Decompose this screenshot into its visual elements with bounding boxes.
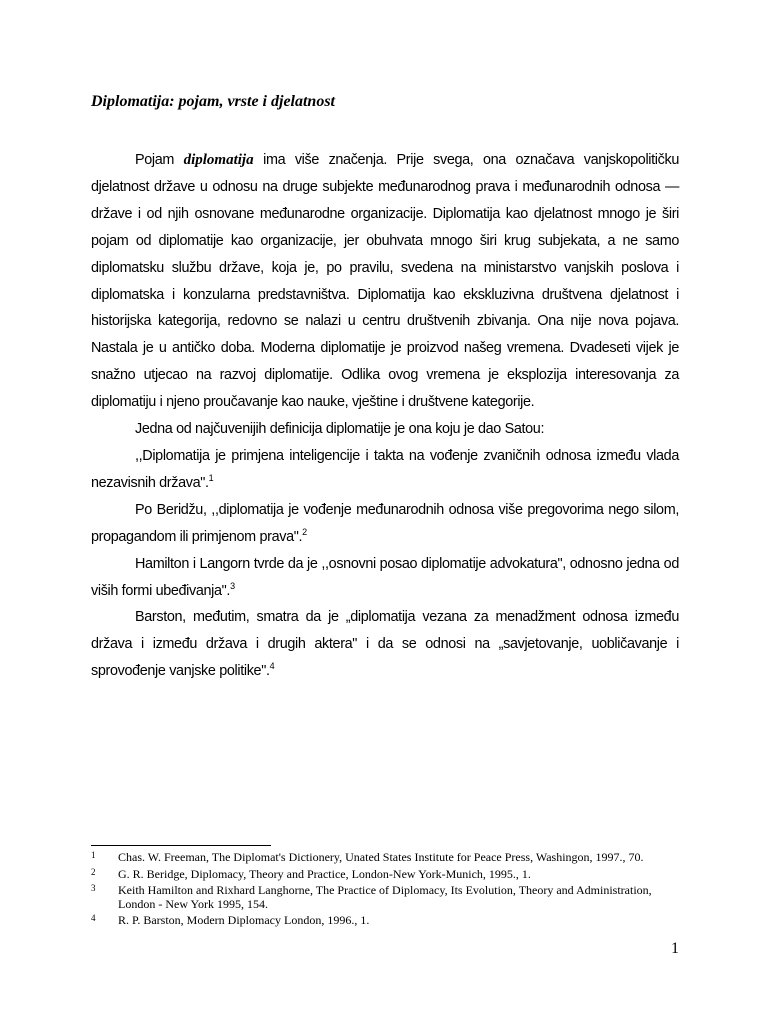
body-text xyxy=(91,147,679,685)
paragraph-quote-satou xyxy=(91,443,679,497)
footnote-ref: 2 xyxy=(302,526,307,537)
footnote-text: Keith Hamilton and Rixhard Langhorne, The Practice of Diplomacy, Its Evolution, Theory and Administration, London - New York 1995, 154. xyxy=(118,883,652,911)
paragraph-quote-hamilton xyxy=(91,551,679,605)
footnote-text: G. R. Beridge, Diplomacy, Theory and Practice, London-New York-Munich, 1995., 1. xyxy=(118,866,531,881)
footnote-ref: 4 xyxy=(269,661,275,672)
paragraph-intro-word: Pojam xyxy=(135,152,175,168)
footnote-number: 2 xyxy=(91,866,96,877)
footnote-number: 1 xyxy=(91,850,96,860)
footnotes xyxy=(91,851,681,931)
footnote-ref: 1 xyxy=(208,473,214,484)
paragraph-satou-intro: Jedna od najčuvenijih definicija diplomatije je ona koju je dao Satou: xyxy=(135,421,545,438)
footnote-text: Chas. W. Freeman, The Diplomat's Dictionery, Unated States Institute for Peace Press, Washingon, 1997., 70. xyxy=(118,850,644,864)
footnote-number: 4 xyxy=(91,913,96,923)
paragraph-quote-beridge xyxy=(91,497,679,551)
quote-text: Po Beridžu, ,,diplomatija je vođenje međunarodnih odnosa više pregovorima nego silom, propagandom ili primjenom prava". xyxy=(91,501,679,545)
footnote-number: 3 xyxy=(91,883,96,893)
paragraph-body: ima više značenja. Prije svega, ona označava vanjskopolitičku djelatnost države u odnosu na druge subjekte međunarodnog prava i međunarodnih odnosa — države i od njih osnovane međunarodne organizacije. Diplomatija kao djelatnost mnogo je širi pojam od diplomatije kao organizacije, jer obuhvata mnogo širi krug subjekata, a ne samo diplomatsku službu države, koja je, po pravilu, svedena na ministarstvo vanjskih poslova i diplomatska i konzularna predstavništva. Diplomatija kao ekskluzivna društvena djelatnost i historijska kategorija, redovno se nalazi u centru društvenih zbivanja. Ona nije nova pojava. Nastala je u antičko doba. Moderna diplomatije je proizvod našeg vremena. Dvadeseti vijek je snažno utjecao na razvoj diplomatije. Odlika ovog vremena je eksplozija interesovanja za diplomatiju i njeno proučavanje kao nauke, vještine i društvene kategorije. xyxy=(91,152,679,411)
footnote-item xyxy=(91,851,681,865)
footnote-divider xyxy=(91,845,271,846)
paragraph-quote-barston xyxy=(91,604,679,685)
quote-text: ,,Diplomatija je primjena inteligencije i takta na vođenje zvaničnih odnosa između vlada nezavisnih država". xyxy=(91,447,679,491)
page-number: 1 xyxy=(671,940,679,957)
footnote-item xyxy=(91,914,681,928)
paragraph-definition-intro xyxy=(91,147,679,416)
key-term: diplomatija xyxy=(183,152,254,168)
footnote-ref: 3 xyxy=(230,580,235,591)
footnote-item xyxy=(91,868,681,882)
quote-text: Barston, međutim, smatra da je „diplomatija vezana za menadžment odnosa između država i između država i drugih aktera" i da se odnosi na „savjetovanje, uobličavanje i sprovođenje vanjske politike". xyxy=(91,609,679,680)
page-title: Diplomatija: pojam, vrste i djelatnost xyxy=(91,93,335,110)
footnote-item xyxy=(91,884,681,911)
footnote-text: R. P. Barston, Modern Diplomacy London, 1996., 1. xyxy=(118,913,370,927)
quote-text: Hamilton i Langorn tvrde da je ,,osnovni posao diplomatije advokatura", odnosno jedna od viših formi ubeđivanja". xyxy=(91,555,679,599)
